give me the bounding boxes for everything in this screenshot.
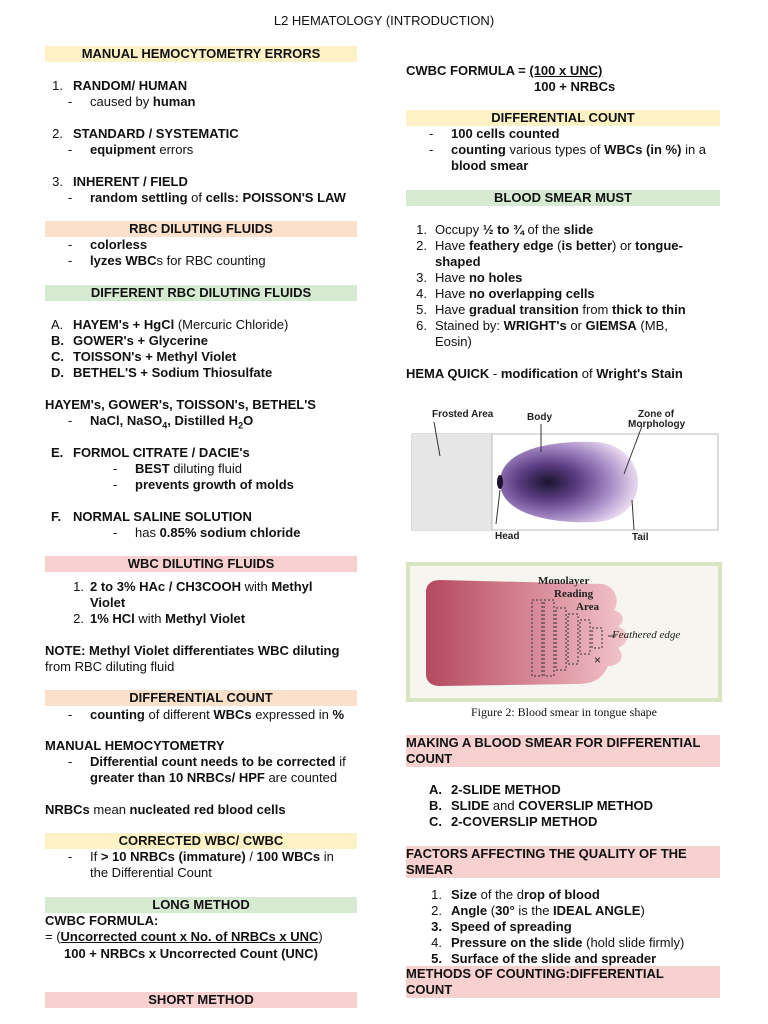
dash: - bbox=[113, 525, 118, 540]
fig1-label-body: Body bbox=[527, 412, 552, 423]
diff-count-desc: counting of different WBCs expressed in % bbox=[90, 707, 345, 722]
smear-rule-5: Have gradual transition from thick to thin bbox=[435, 302, 686, 317]
error-desc: equipment errors bbox=[90, 142, 194, 157]
wbc-fluid-1: 2 to 3% HAc / CH3COOH with Methyl bbox=[90, 579, 313, 594]
list-number: 2. bbox=[416, 238, 427, 253]
fig1-label-frosted: Frosted Area bbox=[432, 409, 494, 420]
svg-text:×: × bbox=[594, 653, 602, 667]
dash: - bbox=[68, 253, 73, 268]
header-line: COUNT bbox=[406, 751, 453, 766]
dash: - bbox=[68, 413, 73, 428]
list-number: 1. bbox=[431, 887, 442, 902]
hema-quick: HEMA QUICK - modification of Wright's Stain bbox=[406, 366, 683, 381]
long-formula-denominator: 100 + NRBCs x Uncorrected Count (UNC) bbox=[64, 946, 318, 961]
header-different-rbc-fluids: DIFFERENT RBC DILUTING FLUIDS bbox=[45, 285, 357, 301]
list-letter: A. bbox=[51, 317, 64, 332]
page-title: L2 HEMATOLOGY (INTRODUCTION) bbox=[273, 13, 495, 28]
list-letter: E. bbox=[51, 445, 64, 460]
header-short-method: SHORT METHOD bbox=[45, 992, 357, 1008]
smear-rule-4: Have no overlapping cells bbox=[435, 286, 595, 301]
wbc-fluid-2: 1% HCl with Methyl Violet bbox=[90, 611, 246, 626]
error-desc: caused by human bbox=[90, 94, 196, 109]
fluid-b: GOWER's + Glycerine bbox=[73, 333, 208, 348]
fig2-label-feathered: Feathered edge bbox=[612, 629, 681, 641]
header-long-method: LONG METHOD bbox=[45, 897, 357, 913]
method-c: 2-COVERSLIP METHOD bbox=[451, 814, 598, 829]
dash: - bbox=[429, 126, 434, 141]
list-number: 2. bbox=[73, 611, 84, 626]
list-letter: B. bbox=[51, 333, 64, 348]
list-letter: B. bbox=[429, 798, 442, 813]
smear-rule-2: Have feathery edge (is better) or tongue- bbox=[435, 238, 683, 253]
fig1-label-tail: Tail bbox=[632, 532, 649, 543]
dash: - bbox=[113, 461, 118, 476]
method-b: SLIDE and COVERSLIP METHOD bbox=[451, 798, 654, 813]
header-blood-smear-must: BLOOD SMEAR MUST bbox=[406, 190, 720, 206]
mh-title: MANUAL HEMOCYTOMETRY bbox=[45, 738, 225, 753]
fluid-a: HAYEM's + HgCl (Mercuric Chloride) bbox=[73, 317, 289, 332]
list-number: 5. bbox=[431, 951, 442, 966]
dc-item-cont: blood smear bbox=[451, 158, 529, 173]
list-letter: A. bbox=[429, 782, 442, 797]
error-title: RANDOM/ HUMAN bbox=[73, 78, 188, 93]
header-rbc-fluids: RBC DILUTING FLUIDS bbox=[45, 221, 357, 237]
dc-item: 100 cells counted bbox=[451, 126, 560, 141]
header-differential-count-right: DIFFERENTIAL COUNT bbox=[406, 110, 720, 126]
header-line: MAKING A BLOOD SMEAR FOR DIFFERENTIAL bbox=[406, 735, 701, 750]
factor-1: Size of the drop of blood bbox=[451, 887, 600, 902]
list-number: 4. bbox=[416, 286, 427, 301]
rbc-fluid-item: colorless bbox=[90, 237, 148, 252]
header-wbc-fluids: WBC DILUTING FLUIDS bbox=[45, 556, 357, 572]
smear-rule-6-cont: Eosin) bbox=[435, 334, 472, 349]
fig2-label-monolayer: Monolayer bbox=[538, 575, 590, 587]
monolayer-diagram bbox=[406, 562, 722, 702]
fig1-label-zone2: Morphology bbox=[628, 419, 686, 430]
list-number: 4. bbox=[431, 935, 442, 950]
fluid-e-desc: prevents growth of molds bbox=[135, 477, 294, 492]
list-number: 3. bbox=[52, 174, 63, 189]
blood-smear-diagram bbox=[406, 396, 726, 548]
header-methods-counting bbox=[406, 966, 720, 998]
mh-desc: Differential count needs to be corrected if bbox=[90, 754, 346, 769]
header-line: SMEAR bbox=[406, 862, 453, 877]
long-formula-numerator: = (Uncorrected count x No. of NRBCs x UNC) bbox=[45, 929, 323, 944]
fluid-e-desc: BEST diluting fluid bbox=[135, 461, 242, 476]
cwbc-formula: CWBC FORMULA = (100 x UNC) bbox=[406, 63, 603, 78]
list-number: 1. bbox=[73, 579, 84, 594]
figure-2-caption: Figure 2: Blood smear in tongue shape bbox=[471, 705, 657, 719]
smear-rule-6: Stained by: WRIGHT's or GIEMSA (MB, bbox=[435, 318, 668, 333]
header-line: COUNT bbox=[406, 982, 453, 997]
dash: - bbox=[113, 477, 118, 492]
long-formula-title: CWBC FORMULA: bbox=[45, 913, 159, 928]
header-differential-count-left: DIFFERENTIAL COUNT bbox=[45, 690, 357, 706]
list-number: 5. bbox=[416, 302, 427, 317]
factor-3: Speed of spreading bbox=[451, 919, 572, 934]
fig2-label-area: Area bbox=[576, 601, 600, 613]
fluid-d: BETHEL'S + Sodium Thiosulfate bbox=[73, 365, 273, 380]
list-letter: F. bbox=[51, 509, 62, 524]
dash: - bbox=[68, 754, 73, 769]
dash: - bbox=[68, 849, 73, 864]
rbc-fluid-item: lyzes WBCs for RBC counting bbox=[90, 253, 266, 268]
method-a: 2-SLIDE METHOD bbox=[451, 782, 561, 797]
header-line: FACTORS AFFECTING THE QUALITY OF THE bbox=[406, 846, 687, 861]
fluid-c: TOISSON's + Methyl Violet bbox=[73, 349, 237, 364]
cwbc-desc: If > 10 NRBCs (immature) / 100 WBCs in bbox=[90, 849, 334, 864]
list-number: 1. bbox=[52, 78, 63, 93]
factor-4: Pressure on the slide (hold slide firmly) bbox=[451, 935, 685, 950]
dash: - bbox=[68, 94, 73, 109]
header-manual-errors: MANUAL HEMOCYTOMETRY ERRORS bbox=[45, 46, 357, 62]
cwbc-formula-denominator: 100 + NRBCs bbox=[534, 79, 616, 94]
header-factors bbox=[406, 846, 720, 878]
list-number: 3. bbox=[416, 270, 427, 285]
dash: - bbox=[68, 237, 73, 252]
list-number: 2. bbox=[431, 903, 442, 918]
list-number: 6. bbox=[416, 318, 427, 333]
list-letter: C. bbox=[429, 814, 442, 829]
header-cwbc: CORRECTED WBC/ CWBC bbox=[45, 833, 357, 849]
factor-5: Surface of the slide and spreader bbox=[451, 951, 657, 966]
fluid-f-desc: has 0.85% sodium chloride bbox=[135, 525, 301, 540]
cwbc-desc-cont: the Differential Count bbox=[90, 865, 212, 880]
dash: - bbox=[68, 142, 73, 157]
factor-2: Angle (30° is the IDEAL ANGLE) bbox=[451, 903, 645, 918]
dash: - bbox=[429, 142, 434, 157]
list-number: 2. bbox=[52, 126, 63, 141]
fig2-label-reading: Reading bbox=[554, 588, 594, 600]
dash: - bbox=[68, 190, 73, 205]
fig1-label-zone1: Zone of bbox=[638, 409, 675, 420]
smear-rule-3: Have no holes bbox=[435, 270, 523, 285]
fig1-label-head: Head bbox=[495, 531, 520, 542]
group-item: NaCl, NaSO$_4$, Distilled $H_2O$ bbox=[90, 413, 254, 431]
header-making-smear bbox=[406, 735, 720, 767]
list-number: 3. bbox=[431, 919, 442, 934]
list-number: 1. bbox=[416, 222, 427, 237]
list-letter: D. bbox=[51, 365, 64, 380]
error-desc: random settling of cells: POISSON'S LAW bbox=[90, 190, 346, 205]
smear-rule-2-cont: shaped bbox=[435, 254, 481, 269]
header-line: METHODS OF COUNTING:DIFFERENTIAL bbox=[406, 966, 664, 981]
nrbc-definition: NRBCs mean nucleated red blood cells bbox=[45, 802, 286, 817]
fluid-f: NORMAL SALINE SOLUTION bbox=[73, 509, 252, 524]
group-title: HAYEM's, GOWER's, TOISSON's, BETHEL'S bbox=[45, 397, 316, 412]
fluid-e: FORMOL CITRATE / DACIE's bbox=[73, 445, 250, 460]
error-title: STANDARD / SYSTEMATIC bbox=[73, 126, 239, 141]
dash: - bbox=[68, 707, 73, 722]
mh-desc-cont: greater than 10 NRBCs/ HPF are counted bbox=[90, 770, 338, 785]
dc-item: counting various types of WBCs (in %) in a bbox=[451, 142, 707, 157]
wbc-fluid-1-cont: Violet bbox=[90, 595, 126, 610]
list-letter: C. bbox=[51, 349, 64, 364]
note-line-1: NOTE: Methyl Violet differentiates WBC diluting bbox=[45, 643, 340, 658]
note-line-2: from RBC diluting fluid bbox=[45, 659, 175, 674]
error-title: INHERENT / FIELD bbox=[73, 174, 188, 189]
smear-rule-1: Occupy ½ to ¾ of the slide bbox=[435, 222, 594, 237]
